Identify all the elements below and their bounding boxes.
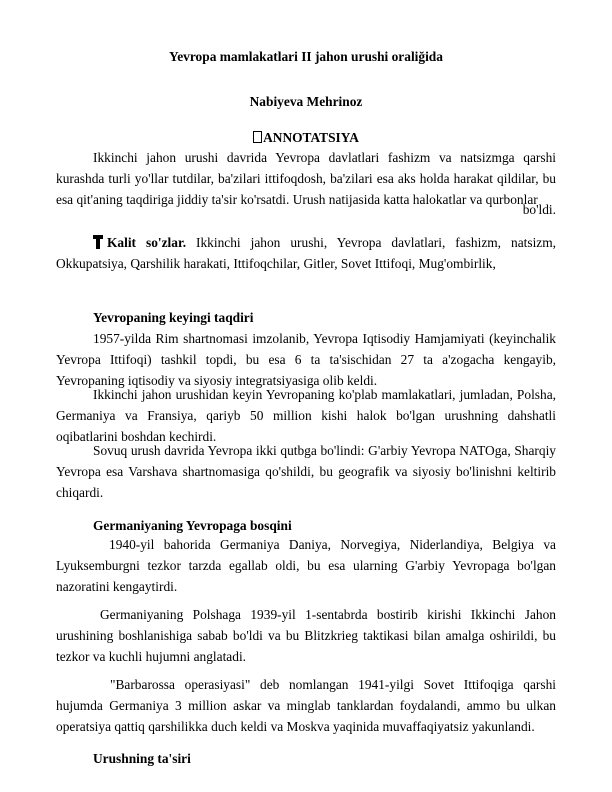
annotation-heading [0, 127, 612, 148]
paragraph: Germaniyaning Polshaga 1939-yil 1-sentabrda bostirib kirishi Ikkinchi Jahon urushining boshlanishiga sabab bo'ldi va bu Blitzkrieg taktikasi bilan amalga oshirildi, bu tezkor va kuchli hujumni anglatadi. [56, 607, 556, 664]
section-heading: Germaniyaning Yevropaga bosqini [93, 518, 292, 533]
keywords-label: Kalit so'zlar. [107, 235, 187, 250]
keywords-paragraph [56, 232, 556, 274]
paragraph: Sovuq urush davrida Yevropa ikki qutbga bo'lindi: G'arbiy Yevropa NATOga, Sharqiy Yevropa esa Varshava shartnomasiga qo'shildi, bu geografik va siyosiy bo'linishni keltirib chiqardi. [56, 443, 556, 500]
annotation-text-end: bo'ldi. [522, 202, 556, 217]
author-name: Nabiyeva Mehrinoz [249, 94, 363, 109]
paragraph: Ikkinchi jahon urushidan keyin Yevropaning ko'plab mamlakatlari, jumladan, Polsha, Germaniya va Fransiya, qariyb 50 million kishi halok bo'lgan urushning dahshatli oqibatlarini boshdan kechirdi. [56, 387, 556, 444]
paragraph: 1940-yil bahorida Germaniya Daniya, Norvegiya, Niderlandiya, Belgiya va Lyuksemburgni tezkor tarzda egallab oldi, bu esa ularning G'arbiy Yevropaga bo'lgan nazoratini kengaytirdi. [56, 537, 556, 594]
annotation-text: Ikkinchi jahon urushi davrida Yevropa davlatlari fashizm va natsizmga qarshi kurashda turli yo'llar tutdilar, ba'zilari ittifoqdosh, ba'zilari esa aks holda harakat qildilar, bu esa qit'aning taqdiriga jiddiy ta'sir ko'rsatdi. Urush natijasida katta halokatlar va qurbonlar [56, 150, 556, 207]
section-heading: Yevropaning keyingi taqdiri [93, 310, 254, 325]
annotation-paragraph-end [56, 199, 556, 220]
missing-glyph-icon [253, 131, 262, 143]
paragraph: 1957-yilda Rim shartnomasi imzolanib, Yevropa Iqtisodiy Hamjamiyati (keyinchalik Yevropa Ittifoqi) tashkil topdi, bu esa 6 ta ta'sischidan 27 ta a'zogacha kengayib, Yevropaning iqtisodiy va siyosiy integratsiyasiga olib keldi. [56, 331, 556, 388]
keywords-text: Ikkinchi jahon urushi, Yevropa davlatlari, fashizm, natsizm, Okkupatsiya, Qarshilik harakati, Ittifoqchilar, Gitler, Sovet Ittifoqi, Mug'ombirlik, [56, 235, 557, 271]
pushpin-icon [93, 235, 103, 249]
annotation-heading-text: ANNOTATSIYA [263, 130, 359, 145]
paragraph: "Barbarossa operasiyasi" deb nomlangan 1941-yilgi Sovet Ittifoqiga qarshi hujumda Germaniya 3 million askar va minglab tanklardan foydalandi, ammo bu ulkan operatsiya qattiq qarshilikka duch keldi va Moskva yaqinida muvaffaqiyatsiz yakunlandi. [56, 677, 556, 734]
document-title: Yevropa mamlakatlari II jahon urushi oraliğida [169, 49, 443, 64]
section-heading: Urushning ta'siri [93, 751, 191, 766]
